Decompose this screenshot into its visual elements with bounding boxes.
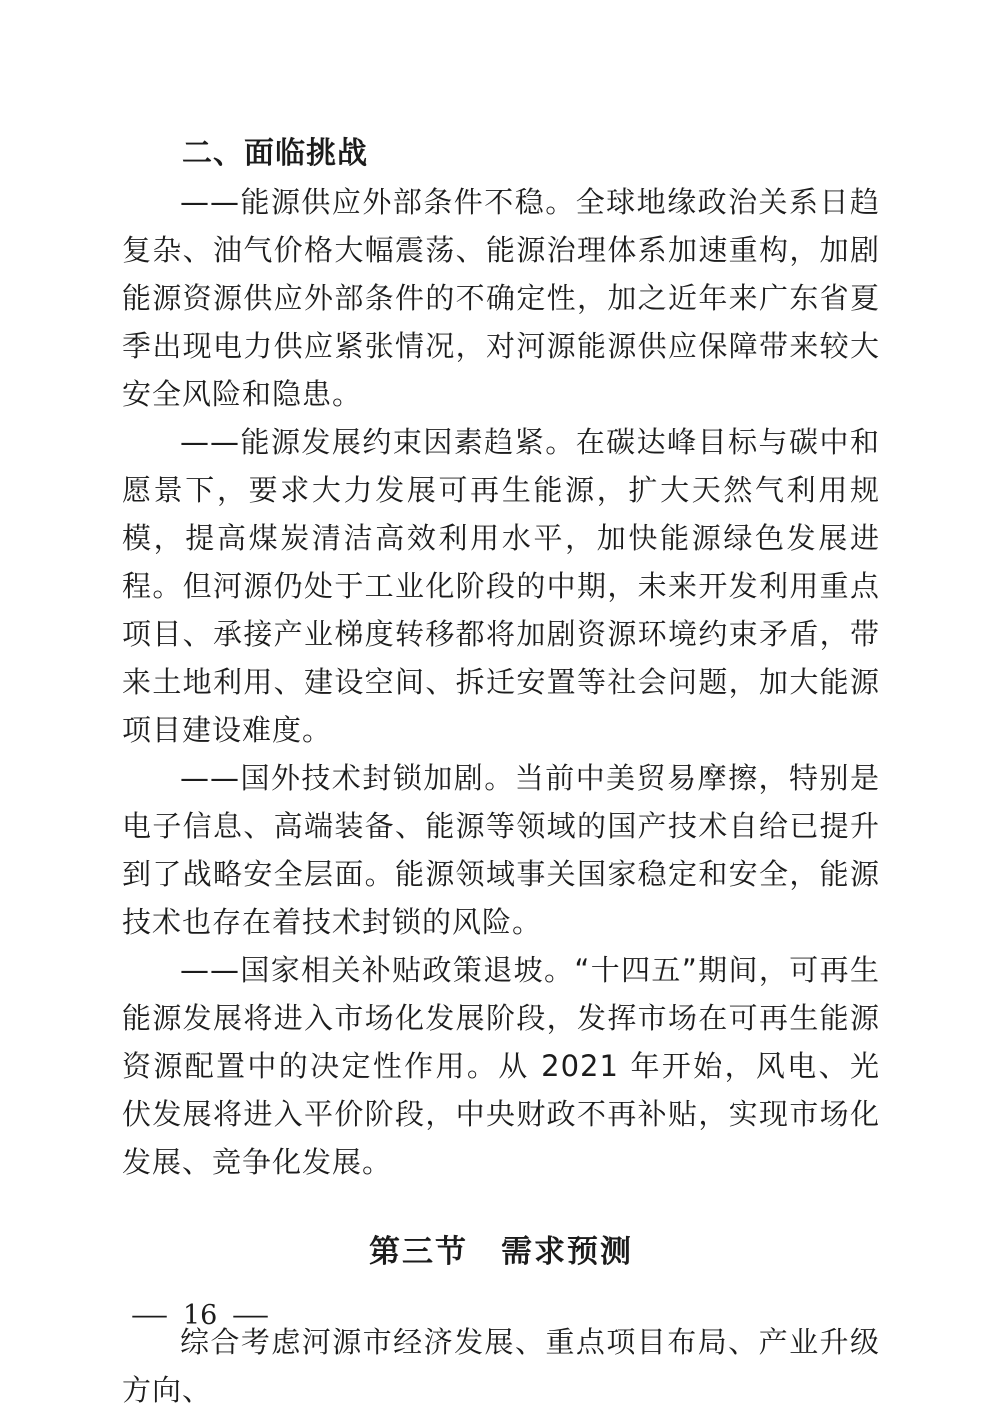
footer-dash-right: — <box>231 1300 270 1331</box>
subsection-heading: 二、面临挑战 <box>182 136 368 171</box>
paragraph-subsidy-policy: ——国家相关补贴政策退坡。“十四五”期间，可再生能源发展将进入市场化发展阶段，发挥市场在可再生能源资源配置中的决定性作用。从 2021 年开始，风电、光伏发展将进入平价阶段，中央财政不再补贴，实现市场化发展、竞争化发展。 <box>122 953 880 1179</box>
page-number: 16 <box>183 1300 218 1331</box>
section-title: 第三节 需求预测 <box>369 1234 633 1270</box>
paragraph-development-constraints: ——能源发展约束因素趋紧。在碳达峰目标与碳中和愿景下，要求大力发展可再生能源，扩大天然气利用规模，提高煤炭清洁高效利用水平，加快能源绿色发展进程。但河源仍处于工业化阶段的中期，未来开发利用重点项目、承接产业梯度转移都将加剧资源环境约束矛盾，带来土地利用、建设空间、拆迁安置等社会问题，加大能源项目建设难度。 <box>122 425 880 747</box>
paragraph-demand-forecast-intro: 综合考虑河源市经济发展、重点项目布局、产业升级方向、 <box>122 1325 880 1407</box>
document-content <box>122 130 880 1414</box>
footer-dash-left: — <box>130 1300 169 1331</box>
paragraph-energy-supply: ——能源供应外部条件不稳。全球地缘政治关系日趋复杂、油气价格大幅震荡、能源治理体系加速重构，加剧能源资源供应外部条件的不确定性，加之近年来广东省夏季出现电力供应紧张情况，对河源能源供应保障带来较大安全风险和隐患。 <box>122 185 880 411</box>
paragraph-technology-blockade: ——国外技术封锁加剧。当前中美贸易摩擦，特别是电子信息、高端装备、能源等领域的国产技术自给已提升到了战略安全层面。能源领域事关国家稳定和安全，能源技术也存在着技术封锁的风险。 <box>122 761 880 939</box>
page-footer <box>130 1300 270 1331</box>
